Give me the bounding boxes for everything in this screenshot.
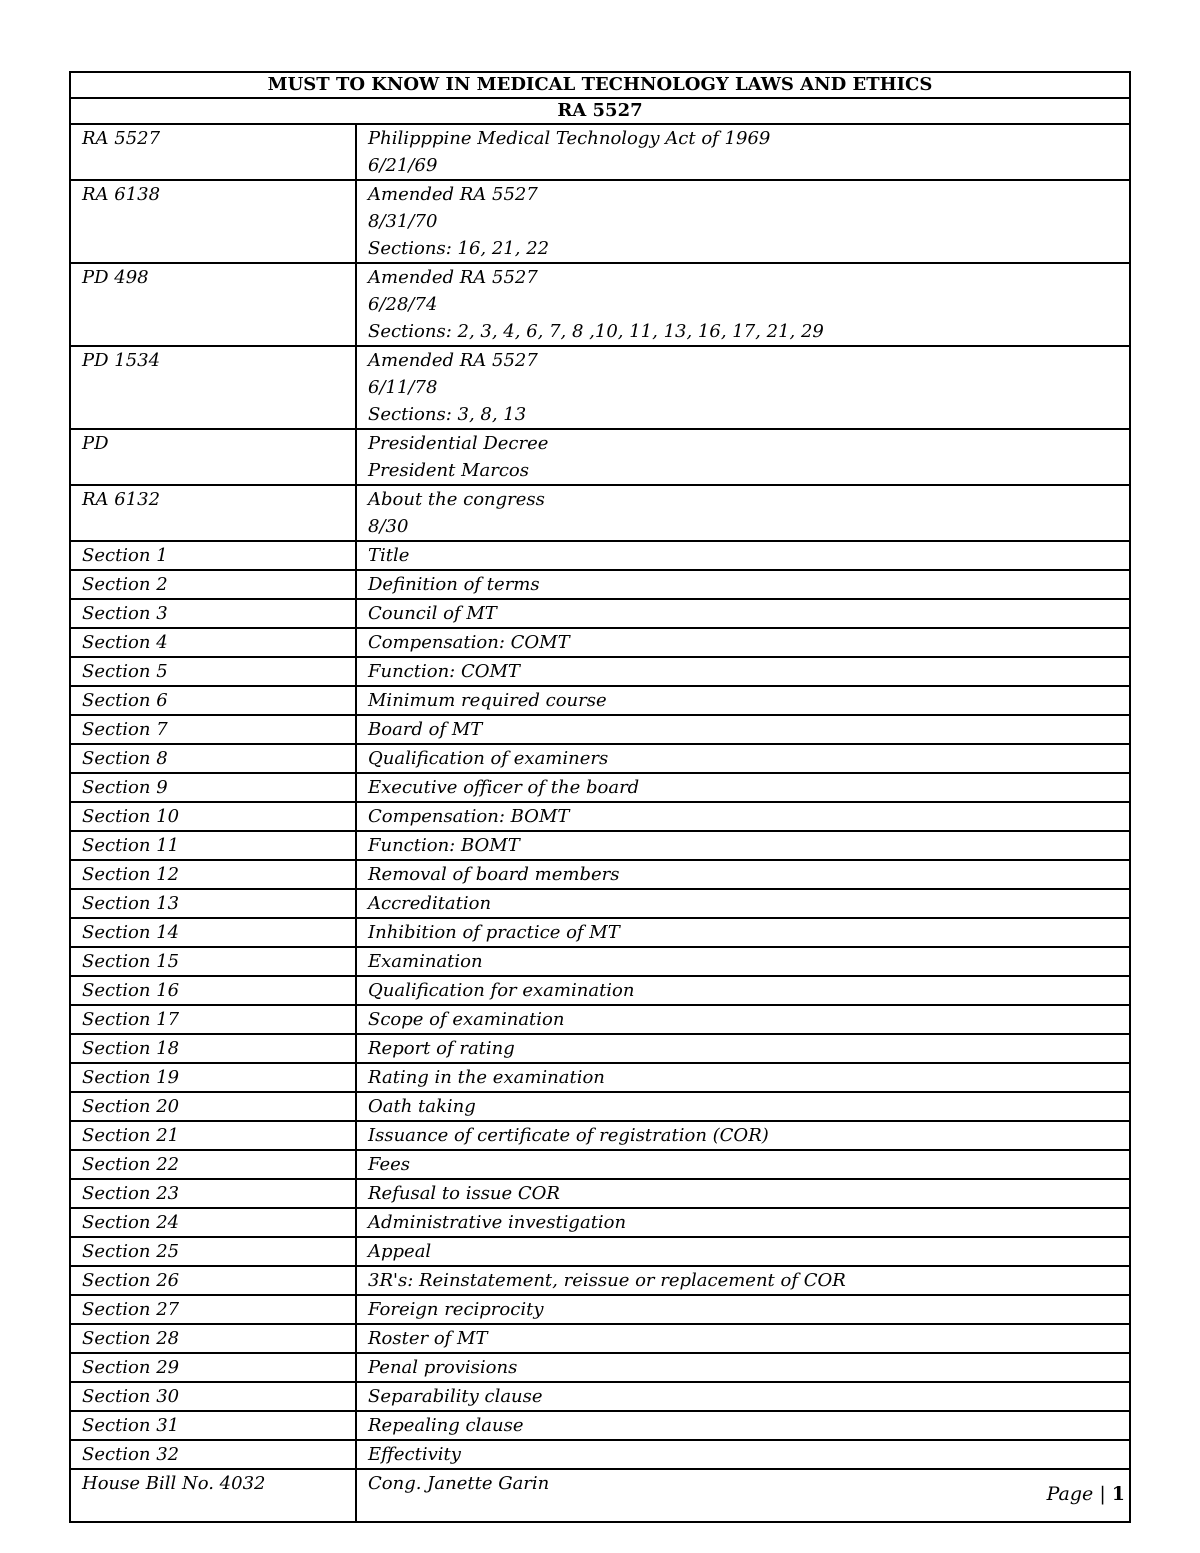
- row-key-cell: [70, 599, 356, 628]
- document-subtitle: RA 5527: [70, 98, 1130, 124]
- row-key: Section 7: [82, 719, 168, 740]
- row-key: Section 13: [82, 893, 180, 914]
- title-row: [70, 72, 1130, 98]
- row-value-line: 3R's: Reinstatement, reissue or replacement of COR: [368, 1270, 846, 1291]
- row-value-line: Sections: 2, 3, 4, 6, 7, 8 ,10, 11, 13, 16, 17, 21, 29: [368, 321, 824, 342]
- row-key: Section 8: [82, 748, 168, 769]
- table-row: [70, 346, 1130, 429]
- table-row: [70, 570, 1130, 599]
- row-value-line: About the congress: [368, 489, 545, 510]
- page-footer: [1047, 1483, 1125, 1505]
- row-key: RA 5527: [82, 128, 161, 149]
- row-value-line: Accreditation: [368, 893, 492, 914]
- laws-table: [69, 71, 1131, 1523]
- row-key-cell: [70, 628, 356, 657]
- row-key-cell: [70, 1179, 356, 1208]
- row-value-cell: [356, 1005, 1130, 1034]
- row-key: Section 18: [82, 1038, 180, 1059]
- row-key-cell: [70, 1411, 356, 1440]
- row-value-line: Appeal: [368, 1241, 432, 1262]
- document-title: MUST TO KNOW IN MEDICAL TECHNOLOGY LAWS AND ETHICS: [70, 72, 1130, 98]
- table-row: [70, 1440, 1130, 1469]
- row-value-line: Removal of board members: [368, 864, 620, 885]
- row-value-cell: [356, 918, 1130, 947]
- row-value-cell: [356, 1382, 1130, 1411]
- table-row: [70, 831, 1130, 860]
- row-value-cell: [356, 599, 1130, 628]
- row-value-cell: [356, 773, 1130, 802]
- table-row: [70, 744, 1130, 773]
- row-key-cell: [70, 1121, 356, 1150]
- row-key-cell: [70, 1150, 356, 1179]
- row-key: Section 31: [82, 1415, 180, 1436]
- table-row: [70, 773, 1130, 802]
- row-value-cell: [356, 1121, 1130, 1150]
- row-key: Section 9: [82, 777, 168, 798]
- row-key-cell: [70, 429, 356, 485]
- row-key-cell: [70, 1295, 356, 1324]
- row-key: PD 498: [82, 267, 149, 288]
- row-value-line: Function: COMT: [368, 661, 520, 682]
- row-key-cell: [70, 124, 356, 180]
- row-key: Section 24: [82, 1212, 180, 1233]
- row-key-cell: [70, 541, 356, 570]
- row-key: Section 30: [82, 1386, 180, 1407]
- row-key-cell: [70, 485, 356, 541]
- row-value-cell: [356, 1063, 1130, 1092]
- row-value-line: President Marcos: [368, 460, 530, 481]
- row-key: Section 27: [82, 1299, 180, 1320]
- row-key-cell: [70, 1324, 356, 1353]
- table-row: [70, 599, 1130, 628]
- row-key-cell: [70, 1005, 356, 1034]
- row-value-line: Penal provisions: [368, 1357, 518, 1378]
- table-row: [70, 976, 1130, 1005]
- subtitle-row: [70, 98, 1130, 124]
- row-key-cell: [70, 1063, 356, 1092]
- table-row: [70, 802, 1130, 831]
- row-key: Section 6: [82, 690, 168, 711]
- row-value-line: Separability clause: [368, 1386, 543, 1407]
- row-key: Section 25: [82, 1241, 180, 1262]
- row-value-cell: [356, 1469, 1130, 1522]
- table-row: [70, 1150, 1130, 1179]
- row-value-cell: [356, 860, 1130, 889]
- row-key: Section 5: [82, 661, 168, 682]
- row-value-line: Board of MT: [368, 719, 483, 740]
- row-value-cell: [356, 802, 1130, 831]
- row-value-cell: [356, 124, 1130, 180]
- row-key-cell: [70, 1353, 356, 1382]
- table-row: [70, 686, 1130, 715]
- row-value-line: Definition of terms: [368, 574, 540, 595]
- row-key: Section 12: [82, 864, 180, 885]
- row-key: Section 1: [82, 545, 168, 566]
- row-key-cell: [70, 802, 356, 831]
- table-row: [70, 1005, 1130, 1034]
- table-row: [70, 1353, 1130, 1382]
- row-value-cell: [356, 889, 1130, 918]
- row-value-cell: [356, 744, 1130, 773]
- table-row: [70, 1295, 1130, 1324]
- row-value-line: 6/28/74: [368, 294, 438, 315]
- table-row: [70, 541, 1130, 570]
- row-key-cell: [70, 1034, 356, 1063]
- row-value-cell: [356, 1324, 1130, 1353]
- row-value-cell: [356, 715, 1130, 744]
- row-key: RA 6138: [82, 184, 161, 205]
- row-value-line: Administrative investigation: [368, 1212, 627, 1233]
- row-value-line: Qualification of examiners: [368, 748, 609, 769]
- row-key-cell: [70, 947, 356, 976]
- table-row: [70, 263, 1130, 346]
- page-number: 1: [1111, 1483, 1125, 1505]
- row-value-line: Council of MT: [368, 603, 497, 624]
- row-value-cell: [356, 180, 1130, 263]
- row-value-cell: [356, 1150, 1130, 1179]
- row-key: Section 15: [82, 951, 180, 972]
- row-key-cell: [70, 773, 356, 802]
- row-value-line: 8/31/70: [368, 211, 438, 232]
- row-value-line: Rating in the examination: [368, 1067, 605, 1088]
- row-value-cell: [356, 1092, 1130, 1121]
- row-value-line: Sections: 3, 8, 13: [368, 404, 527, 425]
- row-key-cell: [70, 570, 356, 599]
- row-key: Section 10: [82, 806, 180, 827]
- row-key: Section 3: [82, 603, 168, 624]
- row-value-line: Scope of examination: [368, 1009, 565, 1030]
- row-value-line: Amended RA 5527: [368, 350, 538, 371]
- row-value-line: 8/30: [368, 516, 409, 537]
- row-value-line: 6/11/78: [368, 377, 438, 398]
- row-key: Section 20: [82, 1096, 180, 1117]
- table-row: [70, 889, 1130, 918]
- row-value-line: Function: BOMT: [368, 835, 520, 856]
- row-value-cell: [356, 628, 1130, 657]
- row-key: Section 16: [82, 980, 180, 1001]
- row-value-line: Issuance of certificate of registration (COR): [368, 1125, 769, 1146]
- table-row: [70, 1063, 1130, 1092]
- table-row: [70, 1092, 1130, 1121]
- row-value-cell: [356, 346, 1130, 429]
- row-value-cell: [356, 976, 1130, 1005]
- row-value-cell: [356, 1034, 1130, 1063]
- table-row: [70, 1324, 1130, 1353]
- table-row: [70, 918, 1130, 947]
- row-key: Section 21: [82, 1125, 180, 1146]
- table-row: [70, 1411, 1130, 1440]
- table-row: [70, 1121, 1130, 1150]
- row-value-cell: [356, 1440, 1130, 1469]
- row-key: Section 2: [82, 574, 168, 595]
- row-value-cell: [356, 1237, 1130, 1266]
- row-value-line: Examination: [368, 951, 483, 972]
- table-row: [70, 1237, 1130, 1266]
- row-key-cell: [70, 715, 356, 744]
- row-key: PD 1534: [82, 350, 161, 371]
- row-value-line: Minimum required course: [368, 690, 607, 711]
- document-page: [69, 71, 1129, 1523]
- page-label: Page |: [1046, 1483, 1106, 1505]
- row-value-cell: [356, 1208, 1130, 1237]
- row-key: Section 32: [82, 1444, 180, 1465]
- row-value-line: Presidential Decree: [368, 433, 549, 454]
- row-key-cell: [70, 831, 356, 860]
- row-key: Section 26: [82, 1270, 180, 1291]
- row-value-line: Compensation: COMT: [368, 632, 570, 653]
- row-key-cell: [70, 744, 356, 773]
- table-row: [70, 1179, 1130, 1208]
- row-key: Section 28: [82, 1328, 180, 1349]
- table-row: [70, 628, 1130, 657]
- row-value-cell: [356, 541, 1130, 570]
- row-key-cell: [70, 686, 356, 715]
- table-row: [70, 947, 1130, 976]
- row-key-cell: [70, 1208, 356, 1237]
- row-key: Section 4: [82, 632, 168, 653]
- table-row: [70, 485, 1130, 541]
- row-value-cell: [356, 657, 1130, 686]
- row-key: Section 11: [82, 835, 180, 856]
- row-value-line: Amended RA 5527: [368, 184, 538, 205]
- row-key-cell: [70, 976, 356, 1005]
- row-value-line: 6/21/69: [368, 155, 438, 176]
- row-value-line: Refusal to issue COR: [368, 1183, 560, 1204]
- table-row: [70, 657, 1130, 686]
- row-value-line: Oath taking: [368, 1096, 476, 1117]
- row-value-cell: [356, 1266, 1130, 1295]
- row-value-cell: [356, 831, 1130, 860]
- row-key-cell: [70, 657, 356, 686]
- row-key-cell: [70, 1469, 356, 1522]
- row-value-line: Executive officer of the board: [368, 777, 640, 798]
- table-row: [70, 1266, 1130, 1295]
- row-key: RA 6132: [82, 489, 161, 510]
- table-row: [70, 1034, 1130, 1063]
- row-value-line: Effectivity: [368, 1444, 461, 1465]
- row-value-line: Report of rating: [368, 1038, 515, 1059]
- row-value-cell: [356, 485, 1130, 541]
- table-row: [70, 715, 1130, 744]
- row-key-cell: [70, 1237, 356, 1266]
- row-value-line: Repealing clause: [368, 1415, 524, 1436]
- row-value-cell: [356, 1295, 1130, 1324]
- row-value-line: Fees: [368, 1154, 411, 1175]
- row-value-line: Philipppine Medical Technology Act of 1969: [368, 128, 771, 149]
- row-value-line: Title: [368, 545, 410, 566]
- row-key-cell: [70, 860, 356, 889]
- row-key: Section 22: [82, 1154, 180, 1175]
- row-value-line: Sections: 16, 21, 22: [368, 238, 550, 259]
- row-key-cell: [70, 1092, 356, 1121]
- row-value-cell: [356, 570, 1130, 599]
- row-key: PD: [82, 433, 109, 454]
- row-key-cell: [70, 918, 356, 947]
- row-value-cell: [356, 429, 1130, 485]
- table-row: [70, 860, 1130, 889]
- table-row: [70, 1469, 1130, 1522]
- row-key-cell: [70, 346, 356, 429]
- row-value-line: Qualification for examination: [368, 980, 635, 1001]
- row-key: Section 14: [82, 922, 180, 943]
- table-row: [70, 1208, 1130, 1237]
- row-value-line: Amended RA 5527: [368, 267, 538, 288]
- row-value-cell: [356, 947, 1130, 976]
- row-key-cell: [70, 263, 356, 346]
- row-key: House Bill No. 4032: [82, 1473, 266, 1494]
- table-row: [70, 1382, 1130, 1411]
- row-value-line: Foreign reciprocity: [368, 1299, 544, 1320]
- laws-table-body: [70, 72, 1130, 1522]
- row-value-line: Inhibition of practice of MT: [368, 922, 620, 943]
- row-value-cell: [356, 1411, 1130, 1440]
- table-row: [70, 429, 1130, 485]
- row-value-line: Compensation: BOMT: [368, 806, 570, 827]
- row-value-cell: [356, 1353, 1130, 1382]
- row-key: Section 29: [82, 1357, 180, 1378]
- row-key-cell: [70, 889, 356, 918]
- table-row: [70, 124, 1130, 180]
- table-row: [70, 180, 1130, 263]
- row-value-cell: [356, 1179, 1130, 1208]
- row-key-cell: [70, 1266, 356, 1295]
- row-value-cell: [356, 263, 1130, 346]
- row-key: Section 17: [82, 1009, 180, 1030]
- row-key: Section 23: [82, 1183, 180, 1204]
- row-key-cell: [70, 1440, 356, 1469]
- row-value-line: Cong. Janette Garin: [368, 1473, 550, 1494]
- row-key-cell: [70, 1382, 356, 1411]
- row-key-cell: [70, 180, 356, 263]
- row-value-cell: [356, 686, 1130, 715]
- row-key: Section 19: [82, 1067, 180, 1088]
- row-value-line: Roster of MT: [368, 1328, 488, 1349]
